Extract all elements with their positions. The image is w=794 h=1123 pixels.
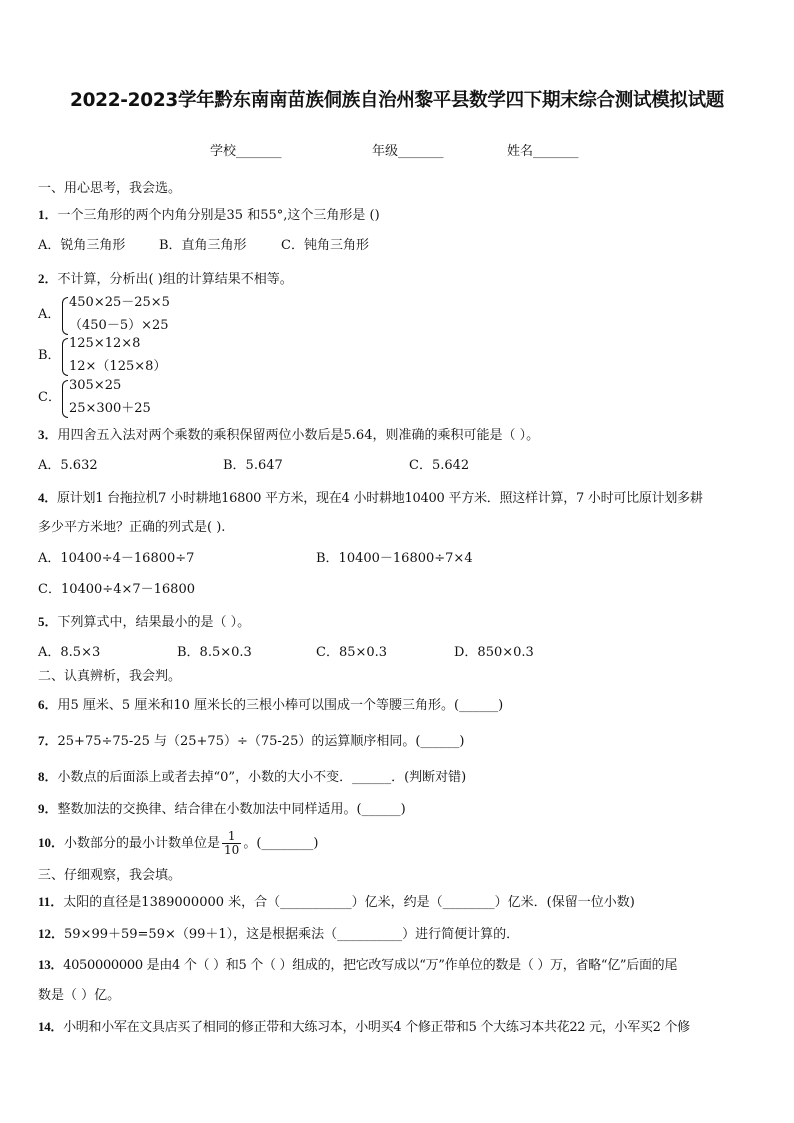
question-number: 6． xyxy=(38,697,58,712)
section-heading-3: 三、仔细观察，我会填。 xyxy=(38,868,182,883)
q1-option-b: B．直角三角形 xyxy=(159,238,247,253)
page-title: 2022-2023学年黔东南南苗族侗族自治州黎平县数学四下期末综合测试模拟试题 xyxy=(70,90,724,111)
q3-option-c: C．5.642 xyxy=(409,458,470,473)
question-text: 原计划1 台拖拉机7 小时耕地16800 平方米，现在4 小时耕地10400 平方米．照这样计算，7 小时可比原计划多耕 xyxy=(57,491,703,506)
question-text: 用四舍五入法对两个乘数的乘积保留两位小数后是5.64，则准确的乘积可能是（ ）。 xyxy=(57,428,540,443)
q5-option-d: D．850×0.3 xyxy=(454,645,534,660)
question-text: 25+75÷75-25 与（25+75）÷（75-25）的运算顺序相同。(______) xyxy=(57,734,465,749)
question-text: 小数点的后面添上或者去掉“0”，小数的大小不变．______．(判断对错) xyxy=(57,770,467,785)
question-4-continued: 多少平方米地？正确的列式是( ). xyxy=(38,520,226,535)
question-text: 4050000000 是由4 个（ ）和5 个（ ）组成的，把它改写成以“万”作单位的数是（ ）万，省略“亿”后面的尾 xyxy=(63,958,678,973)
section-heading-2: 二、认真辨析，我会判。 xyxy=(38,669,182,684)
fraction-numerator: 1 xyxy=(222,830,241,844)
question-number: 12． xyxy=(38,926,65,941)
question-9 xyxy=(38,801,406,818)
question-text: 下列算式中，结果最小的是（ ）。 xyxy=(57,615,251,630)
q2-option-a-line2: （450－5）×25 xyxy=(69,318,169,333)
q2-option-b-label: B． xyxy=(38,348,61,363)
question-text: 不计算，分析出( )组的计算结果不相等。 xyxy=(57,272,293,287)
question-10 xyxy=(38,828,318,859)
name-field: 姓名_______ xyxy=(507,144,579,159)
question-number: 9． xyxy=(38,801,58,816)
brace-icon xyxy=(62,338,68,376)
question-text: 用5 厘米、5 厘米和10 厘米长的三根小棒可以围成一个等腰三角形。(______) xyxy=(57,698,504,713)
question-number: 13． xyxy=(38,957,64,972)
question-number: 8． xyxy=(38,769,58,784)
question-2 xyxy=(38,271,293,288)
school-field: 学校_______ xyxy=(210,144,282,159)
question-number: 2． xyxy=(38,271,58,286)
question-3 xyxy=(38,427,539,444)
q3-option-a: A．5.632 xyxy=(38,458,98,473)
question-text: 一个三角形的两个内角分别是35 和55°,这个三角形是 () xyxy=(57,208,380,223)
q2-option-b-line1: 125×12×8 xyxy=(69,336,141,351)
question-text: 整数加法的交换律、结合律在小数加法中同样适用。(______) xyxy=(57,802,406,817)
q5-option-c: C．85×0.3 xyxy=(316,645,388,660)
brace-icon xyxy=(62,380,68,418)
question-number: 3． xyxy=(38,427,58,442)
fraction xyxy=(222,830,241,857)
q2-option-c-line2: 25×300＋25 xyxy=(69,401,151,416)
q3-option-b: B．5.647 xyxy=(223,458,283,473)
q2-option-c-label: C． xyxy=(38,390,61,405)
q1-option-c: C．钝角三角形 xyxy=(281,238,369,253)
q2-option-a-line1: 450×25－25×5 xyxy=(69,295,170,310)
q4-option-a: A．10400÷4－16800÷7 xyxy=(38,551,195,566)
question-12 xyxy=(38,926,519,943)
question-text-after: 。(________) xyxy=(243,836,319,851)
question-number: 11． xyxy=(38,894,64,909)
question-11 xyxy=(38,894,635,911)
section-heading-1: 一、用心思考，我会选。 xyxy=(38,181,182,196)
question-text: 太阳的直径是1389000000 米，合（___________）亿米，约是（________）亿米．(保留一位小数) xyxy=(63,895,635,910)
question-text: 59×99＋59=59×（99＋1），这是根据乘法（__________）进行简便计算的． xyxy=(64,927,520,942)
q2-option-b-line2: 12×（125×8） xyxy=(69,359,167,374)
brace-icon xyxy=(62,297,68,335)
question-4 xyxy=(38,490,703,507)
question-5 xyxy=(38,614,250,631)
q5-option-b: B．8.5×0.3 xyxy=(177,645,252,660)
q4-option-b: B．10400－16800÷7×4 xyxy=(316,551,473,566)
question-14 xyxy=(38,1019,690,1036)
q2-option-c-line1: 305×25 xyxy=(69,378,122,393)
q4-option-c: C．10400÷4×7－16800 xyxy=(38,582,195,597)
question-6 xyxy=(38,697,503,714)
question-1 xyxy=(38,207,380,224)
question-number: 4． xyxy=(38,490,58,505)
question-13 xyxy=(38,957,677,974)
grade-field: 年级_______ xyxy=(372,144,444,159)
q1-option-a: A．锐角三角形 xyxy=(38,238,126,253)
q2-option-a-label: A． xyxy=(38,307,61,322)
question-number: 14． xyxy=(38,1019,64,1034)
question-number: 1． xyxy=(38,207,58,222)
question-number: 7． xyxy=(38,733,58,748)
question-number: 10． xyxy=(38,835,65,850)
fraction-denominator: 10 xyxy=(224,843,240,857)
question-number: 5． xyxy=(38,614,58,629)
question-text: 小数部分的最小计数单位是 xyxy=(64,836,221,851)
question-13-continued: 数是（ ）亿。 xyxy=(38,988,121,1003)
question-7 xyxy=(38,733,464,750)
question-text: 小明和小军在文具店买了相同的修正带和大练习本，小明买4 个修正带和5 个大练习本共花22 元，小军买2 个修 xyxy=(63,1020,690,1035)
q5-option-a: A．8.5×3 xyxy=(38,645,101,660)
question-8 xyxy=(38,769,466,786)
